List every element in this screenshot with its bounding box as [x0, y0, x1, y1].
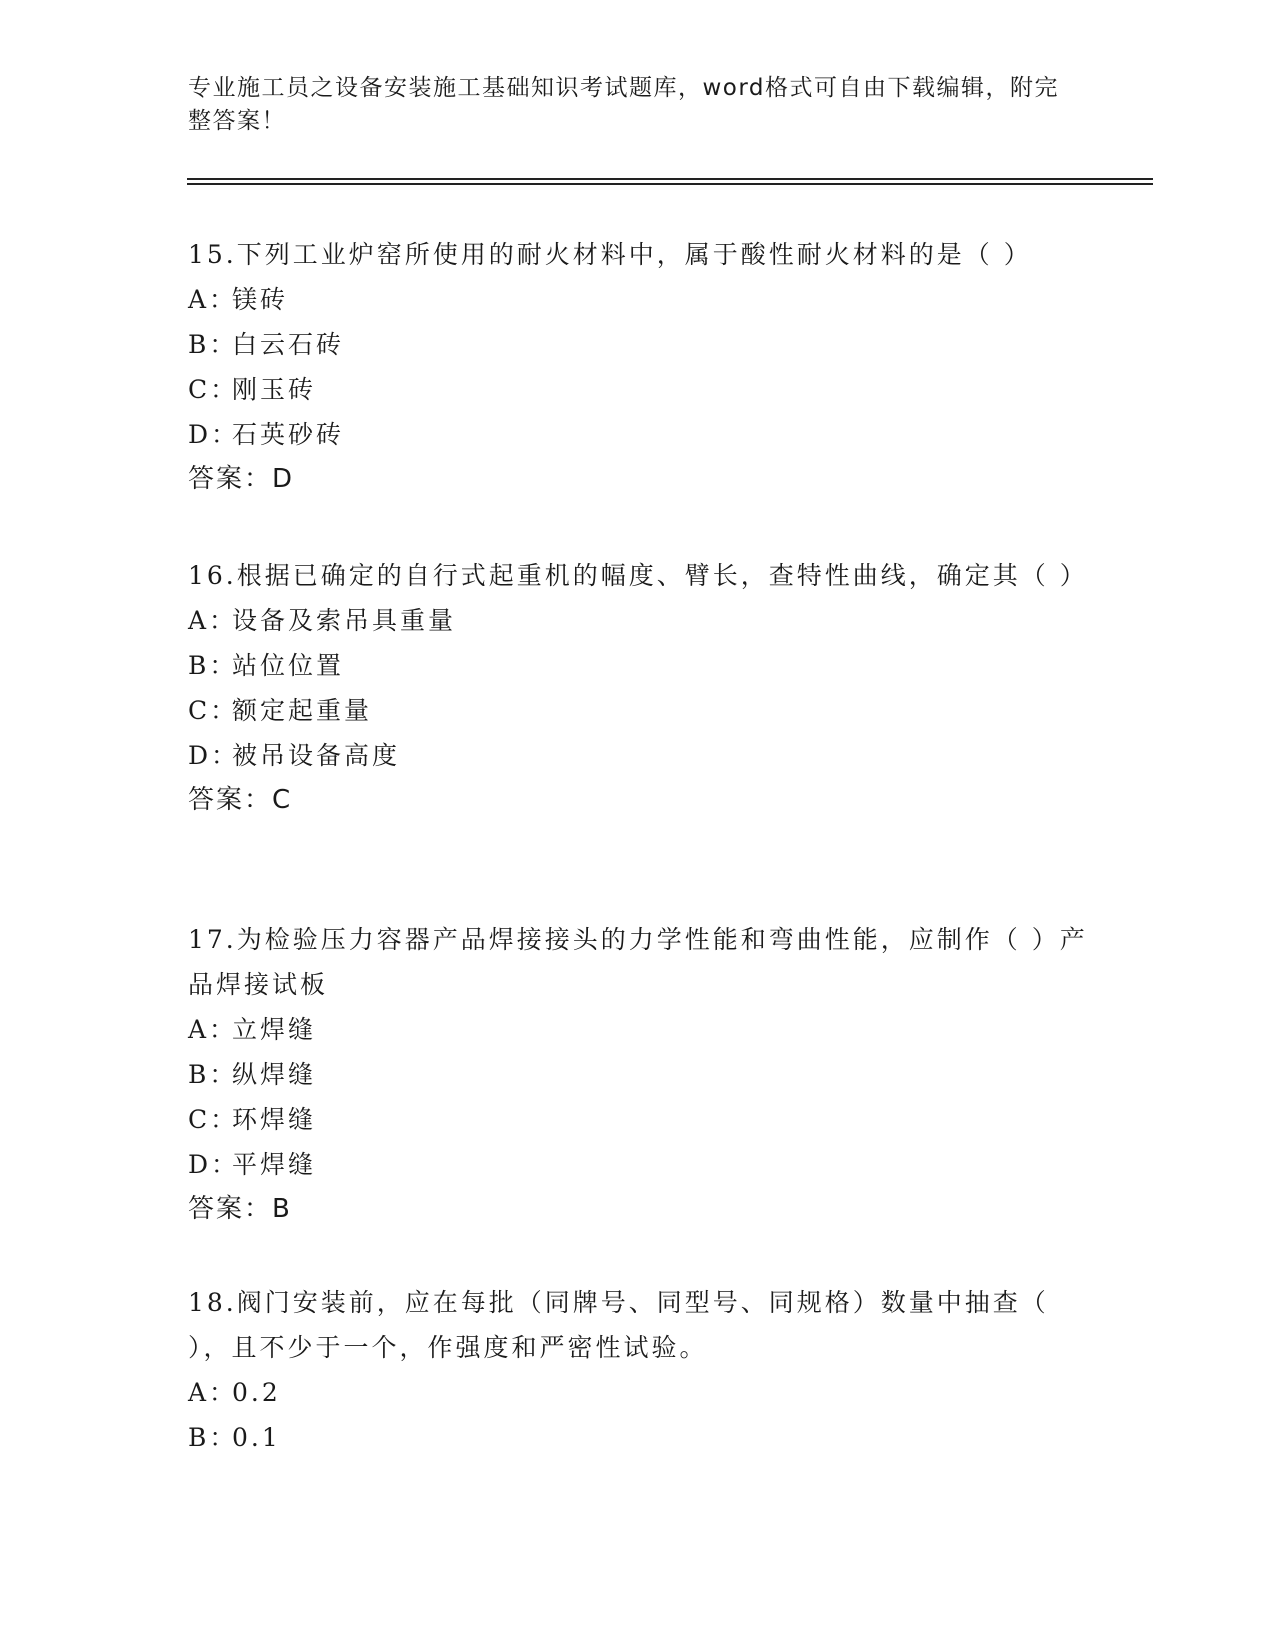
- document-header: [188, 72, 1068, 138]
- option-a: [188, 277, 1088, 322]
- option-key: C：: [188, 696, 239, 725]
- option-text: 镁砖: [232, 285, 289, 314]
- option-key: D：: [188, 1150, 240, 1179]
- question-text: 17.为检验压力容器产品焊接接头的力学性能和弯曲性能，应制作（ ）产品焊接试板: [188, 925, 1088, 999]
- option-a: [188, 1370, 1088, 1415]
- option-key: A：: [188, 285, 238, 314]
- option-a: [188, 598, 1088, 643]
- option-c: [188, 367, 1088, 412]
- option-text: 0.2: [232, 1378, 281, 1407]
- option-text: 石英砂砖: [232, 420, 345, 449]
- option-b: [188, 1415, 1088, 1460]
- option-text: 被吊设备高度: [232, 741, 401, 770]
- option-b: [188, 643, 1088, 688]
- header-divider-top: [187, 178, 1153, 180]
- question-text: 16.根据已确定的自行式起重机的幅度、臂长，查特性曲线，确定其（ ）: [188, 561, 1088, 590]
- header-line-2: 整答案！: [188, 108, 286, 134]
- option-key: D：: [188, 741, 240, 770]
- option-key: C：: [188, 375, 239, 404]
- option-c: [188, 688, 1088, 733]
- option-a: [188, 1007, 1088, 1052]
- option-text: 站位位置: [232, 651, 345, 680]
- option-text: 刚玉砖: [232, 375, 317, 404]
- option-key: A：: [188, 1015, 238, 1044]
- option-text: 白云石砖: [232, 330, 345, 359]
- option-text: 环焊缝: [232, 1105, 317, 1134]
- question-text: 15.下列工业炉窑所使用的耐火材料中，属于酸性耐火材料的是（ ）: [188, 240, 1032, 269]
- answer-line: 答案：D: [188, 464, 295, 494]
- option-text: 0.1: [232, 1423, 281, 1452]
- option-text: 平焊缝: [232, 1150, 317, 1179]
- option-key: B：: [188, 1423, 238, 1452]
- option-text: 额定起重量: [232, 696, 373, 725]
- option-key: C：: [188, 1105, 239, 1134]
- header-line-1: 专业施工员之设备安装施工基础知识考试题库，word格式可自由下载编辑，附完: [188, 75, 1060, 101]
- question-text: 18.阀门安装前，应在每批（同牌号、同型号、同规格）数量中抽查（ ），且不少于一个，作强度和严密性试验。: [188, 1288, 1049, 1362]
- option-d: [188, 412, 1088, 457]
- option-b: [188, 322, 1088, 367]
- option-d: [188, 1142, 1088, 1187]
- option-text: 设备及索吊具重量: [232, 606, 457, 635]
- option-d: [188, 733, 1088, 778]
- question-17: [188, 917, 1088, 1232]
- option-key: A：: [188, 606, 238, 635]
- header-divider-bottom: [187, 183, 1153, 185]
- answer-line: 答案：C: [188, 785, 293, 815]
- question-18: [188, 1280, 1088, 1460]
- option-text: 纵焊缝: [232, 1060, 317, 1089]
- answer-line: 答案：B: [188, 1194, 292, 1224]
- option-key: B：: [188, 330, 238, 359]
- option-c: [188, 1097, 1088, 1142]
- option-key: B：: [188, 651, 238, 680]
- option-b: [188, 1052, 1088, 1097]
- option-key: B：: [188, 1060, 238, 1089]
- question-15: [188, 232, 1088, 502]
- option-key: D：: [188, 420, 240, 449]
- option-text: 立焊缝: [232, 1015, 317, 1044]
- option-key: A：: [188, 1378, 238, 1407]
- question-16: [188, 553, 1088, 823]
